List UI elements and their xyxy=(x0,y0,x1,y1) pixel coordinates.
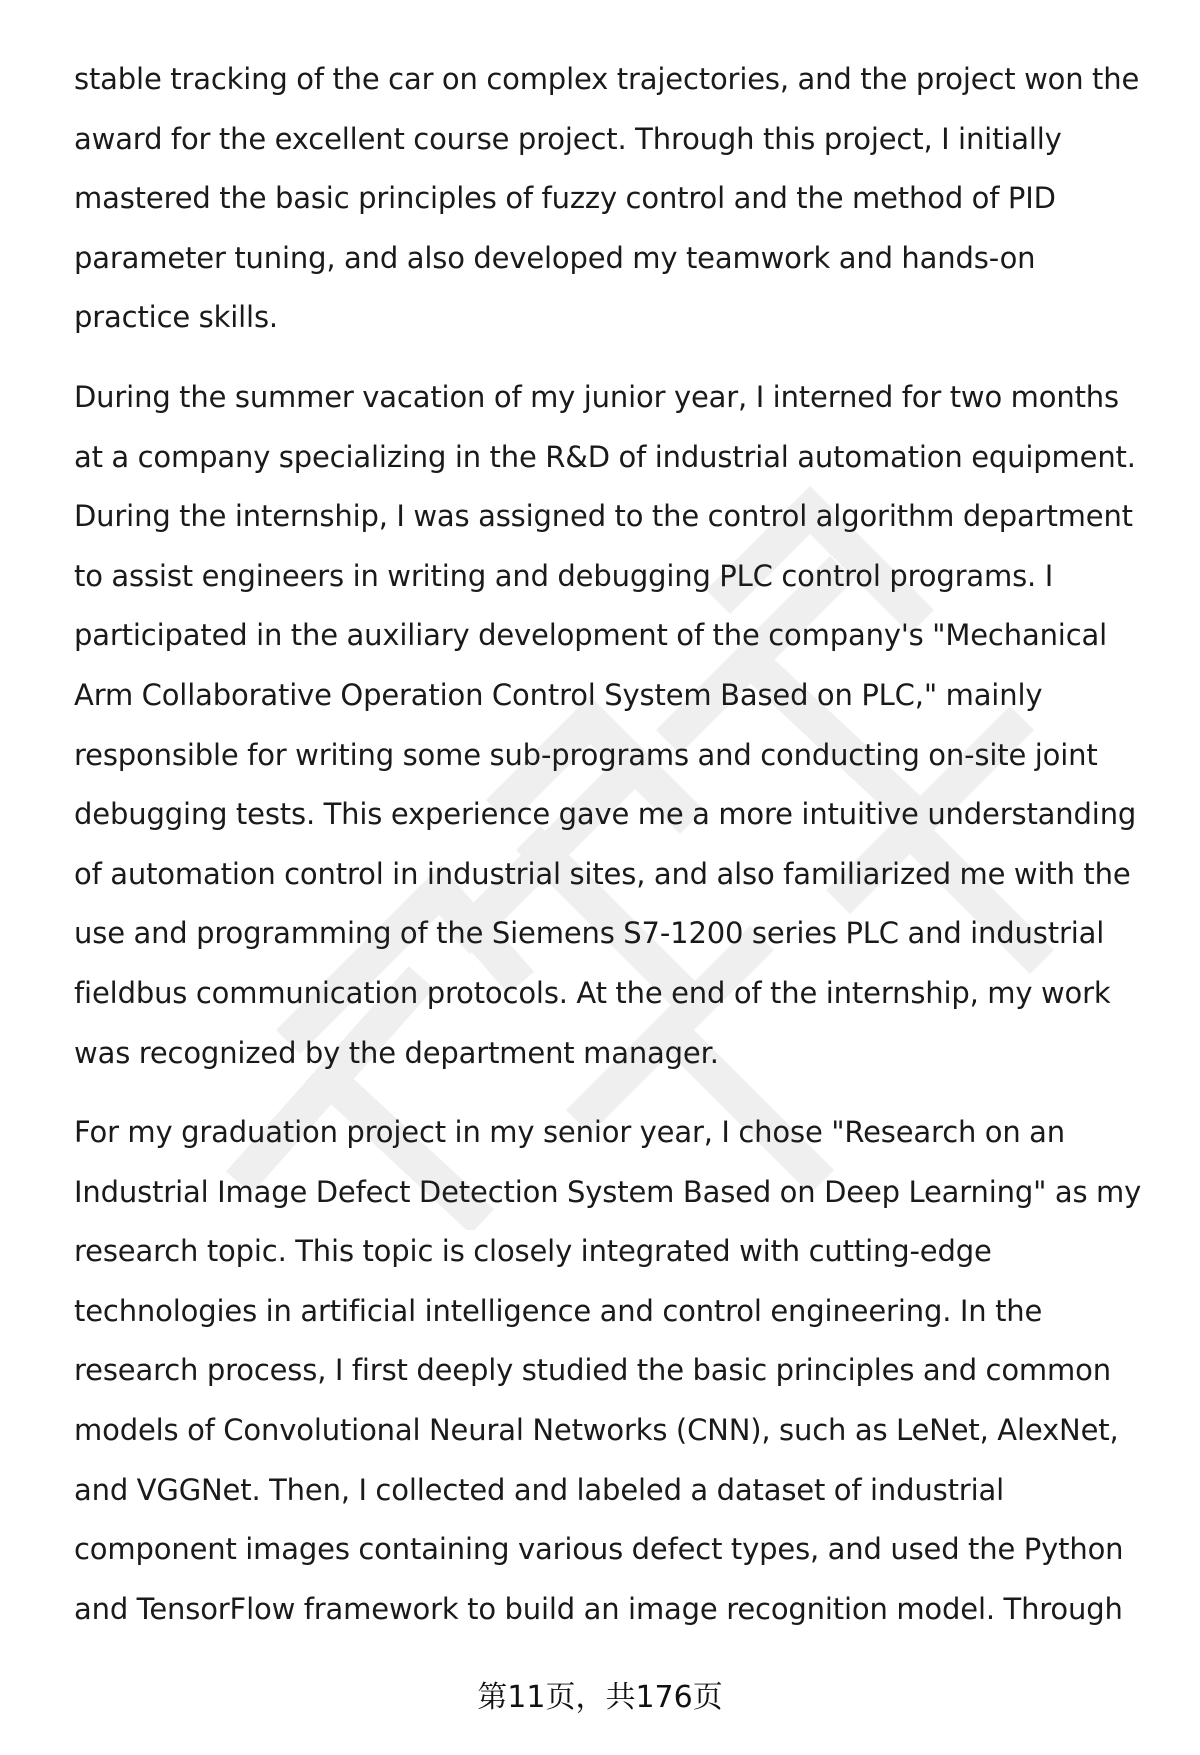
page-indicator: 第11页，共176页 xyxy=(477,1680,723,1715)
paragraph: stable tracking of the car on complex trajectories, and the project won the award for the excellent course project. Through this project, I initially mastered the basic principles of fuzzy control and the method of PID parameter tuning, and also developed my teamwork and hands-on practice skills. xyxy=(74,62,1140,335)
paragraph: During the summer vacation of my junior year, I interned for two months at a company specializing in the R&D of industrial automation equipment. During the internship, I was assigned to the control algorithm department to assist engineers in writing and debugging PLC control programs. I participated in the auxiliary development of the company's "Mechanical Arm Collaborative Operation Control System Based on PLC," mainly responsible for writing some sub-programs and conducting on-site joint debugging tests. This experience gave me a more intuitive understanding of automation control in industrial sites, and also familiarized me with the use and programming of the Siemens S7-1200 series PLC and industrial fieldbus communication protocols. At the end of the internship, my work was recognized by the department manager. xyxy=(74,379,1137,1070)
document-page xyxy=(74,50,1154,1659)
paragraph: For my graduation project in my senior year, I chose "Research on an Industrial Image Defect Detection System Based on Deep Learning" as my research topic. This topic is closely integrated with cutting-edge technologies in artificial intelligence and control engineering. In the research process, I first deeply studied the basic principles and common models of Convolutional Neural Networks (CNN), such as LeNet, AlexNet, and VGGNet. Then, I collected and labeled a dataset of industrial component images containing various defect types, and used the Python and TensorFlow framework to build an image recognition model. Through xyxy=(74,1115,1142,1626)
